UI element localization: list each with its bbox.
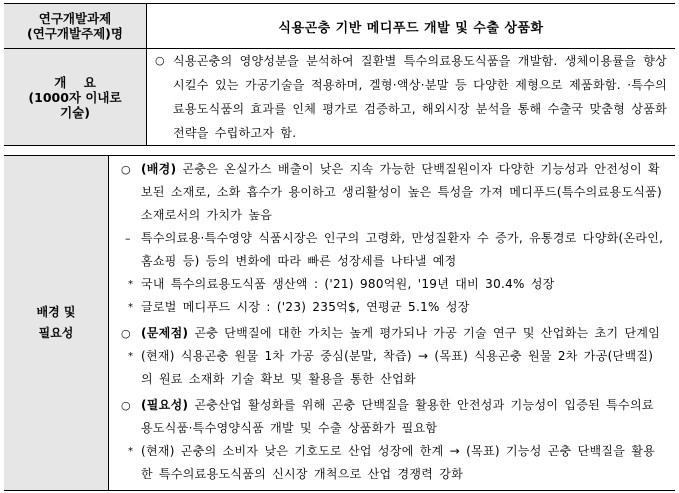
overview-paragraph: [155, 49, 667, 145]
overview-row: [4, 49, 675, 146]
item-text: 곤충 단백질에 대한 가치는 높게 평가되나 가공 기술 연구 및 산업화는 초기 단계임: [188, 326, 661, 340]
item-heading: (필요성): [141, 398, 189, 412]
item-text: 곤충산업 활성화를 위해 곤충 단백질을 활용한 안전성과 기능성이 입증된 특수의료용도식품·특수영양식품 개발 및 수출 상품화가 필요함: [141, 398, 654, 435]
list-item: [121, 440, 665, 486]
overview-content: [147, 49, 676, 146]
item-text: 곤충은 온실가스 배출이 낮은 지속 가능한 단백질원이자 다양한 기능성과 안전성이 확보된 소재로, 소화 흡수가 용이하고 생리활성이 높은 특성을 가져 메디푸드(특수의료용도식품) 소재로서의 가치가 높음: [141, 162, 663, 222]
project-title-row: [4, 4, 675, 49]
list-item: [121, 227, 665, 273]
label-line: 개 요: [54, 74, 96, 90]
label-line: 배경 및: [36, 305, 76, 319]
item-text: 국내 특수의료용도식품 생산액 : ('21) 980억원, '19년 대비 30.4% 성장: [141, 277, 555, 291]
circle-bullet-icon: ○: [155, 54, 165, 67]
item-heading: (배경): [141, 162, 177, 176]
list-item: [121, 296, 665, 319]
item-text: (현재) 식용곤충 원물 1차 가공 중심(분말, 착즙) → (목표) 식용곤충 원물 2차 가공(단백질)의 원료 소재화 기술 확보 및 활용을 통한 산업화: [141, 349, 654, 386]
background-content: [109, 156, 676, 491]
label-line: 연구개발과제: [38, 11, 112, 26]
list-item: [121, 394, 665, 440]
overview-label: [4, 49, 147, 146]
background-table: [4, 155, 675, 491]
project-title: 식용곤충 기반 메디푸드 개발 및 수출 상품화: [147, 4, 676, 49]
overview-text: 식용곤충의 영양성분을 분석하여 질환별 특수의료용도식품을 개발함. 생체이용률을 향상시킬수 있는 가공기술을 적용하며, 겔형·액상·분말 등 다양한 제형으로 제품화함. ·특수의료용도식품의 효과를 인체 평가로 검증하고, 해외시장 분석을 통해 수출국 맞춤형 상품화 전략을 수립하고자 함.: [173, 54, 667, 140]
dash-bullet-icon: –: [125, 232, 131, 245]
list-item: [121, 322, 665, 345]
item-text: 특수의료용·특수영양 식품시장은 인구의 고령화, 만성질환자 수 증가, 유통경로 다양화(온라인, 홈쇼핑 등) 등의 변화에 따라 빠른 성장세를 나타낼 예정: [141, 231, 664, 268]
list-item: [121, 273, 665, 296]
circle-bullet-icon: ○: [121, 399, 131, 412]
list-item: [121, 158, 665, 227]
star-bullet-icon: *: [128, 279, 134, 290]
circle-bullet-icon: ○: [121, 163, 131, 176]
project-summary-table: [4, 3, 675, 146]
star-bullet-icon: *: [128, 351, 134, 362]
item-text: (현재) 곤충의 소비자 낮은 기호도로 산업 성장에 한계 → (목표) 기능성 곤충 단백질을 활용한 특수의료용도식품의 신시장 개척으로 산업 경쟁력 강화: [141, 444, 656, 481]
label-line: (연구개발주제)명: [27, 26, 123, 41]
project-title-label: [4, 4, 147, 49]
background-row: [4, 156, 675, 491]
item-heading: (문제점): [141, 326, 189, 340]
list-item: [121, 345, 665, 391]
item-text: 글로벌 메디푸드 시장 : ('23) 235억$, 연평균 5.1% 성장: [141, 300, 470, 314]
label-line: (1000자 이내로: [28, 89, 122, 105]
star-bullet-icon: *: [128, 302, 134, 313]
circle-bullet-icon: ○: [121, 327, 131, 340]
star-bullet-icon: *: [128, 446, 134, 457]
label-line: 기술): [60, 104, 90, 120]
background-label: [4, 156, 109, 491]
label-line: 필요성: [38, 326, 74, 340]
